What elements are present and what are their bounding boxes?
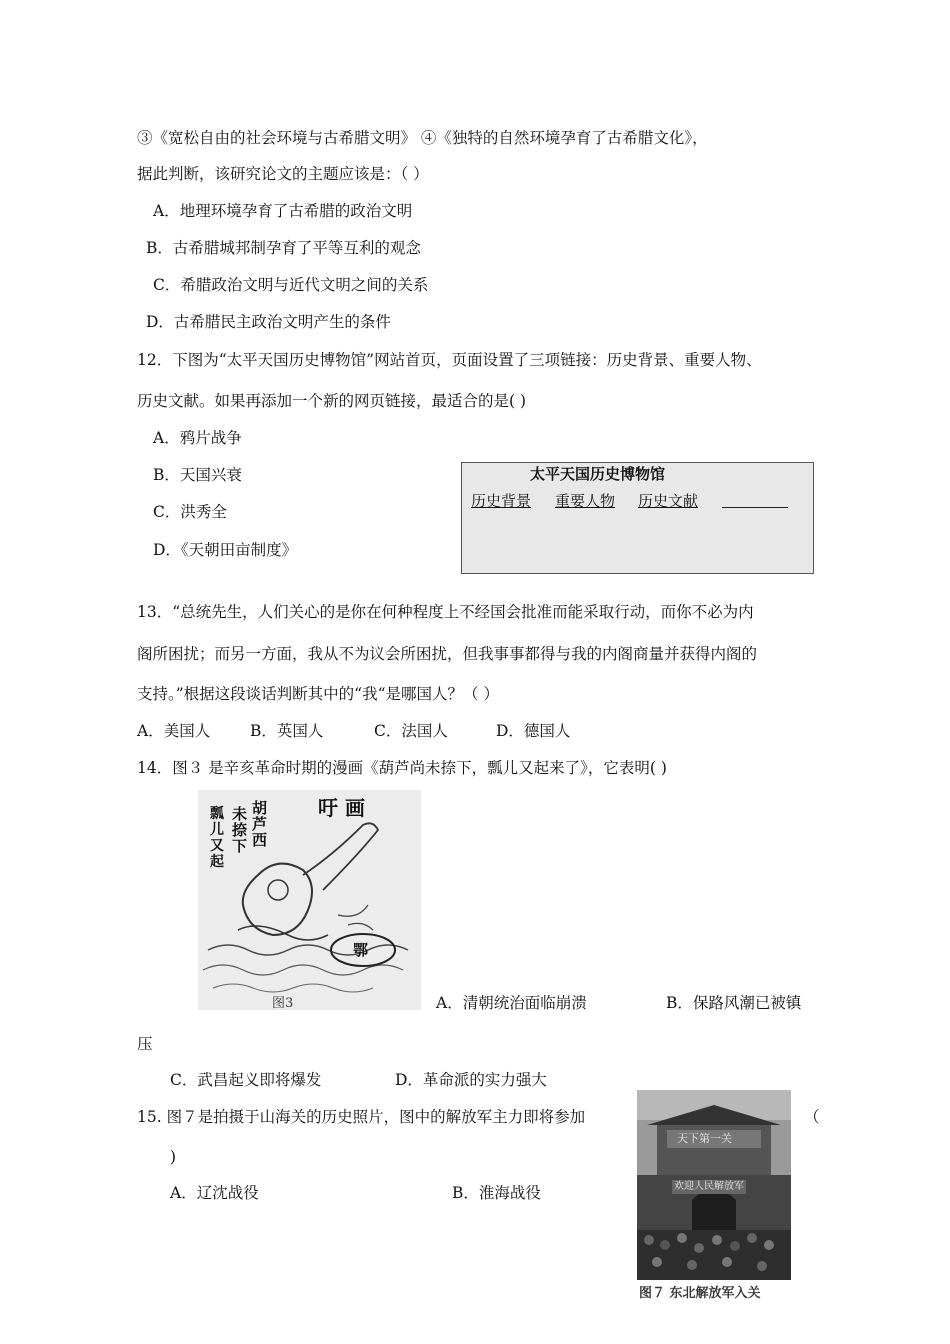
- cartoon-inscription-col2: 未捺下: [232, 805, 248, 855]
- shanhaiguan-photo-figure: [637, 1090, 791, 1305]
- q14-line1: 14．图３ 是辛亥革命时期的漫画《葫芦尚未捺下，瓢儿又起来了》，它表明( ): [137, 759, 667, 777]
- cartoon-inscription-col1: 胡芦西: [252, 799, 268, 849]
- cartoon-caption: 图3: [272, 996, 294, 1011]
- q15-option-a: A．辽沈战役: [170, 1184, 259, 1202]
- q12-line2: 历史文献。如果再添加一个新的网页链接，最适合的是( ): [137, 392, 527, 410]
- q15-option-b: B．淮海战役: [452, 1184, 541, 1202]
- q11-option-b: B．古希腊城邦制孕育了平等互利的观念: [146, 239, 421, 257]
- q14-option-d: D．革命派的实力强大: [395, 1071, 547, 1089]
- blank-link-slot: [722, 507, 788, 508]
- q12-option-a: A．鸦片战争: [153, 429, 242, 447]
- q14-option-a: A．清朝统治面临崩溃: [436, 994, 587, 1012]
- q12-option-c: C．洪秀全: [153, 503, 227, 521]
- link-history-background[interactable]: 历史背景: [471, 492, 532, 510]
- q11-option-c: C．希腊政治文明与近代文明之间的关系: [153, 276, 429, 294]
- cartoon-gourd-label: 鄂: [353, 941, 369, 959]
- cartoon-figure: [198, 790, 421, 1010]
- q11-option-a: A．地理环境孕育了古希腊的政治文明: [153, 202, 413, 220]
- q12-line1: 12．下图为“太平天国历史博物馆”网站首页，页面设置了三项链接：历史背景、重要人物、: [137, 351, 762, 369]
- q13-line1: 13．“总统先生，人们关心的是你在何种程度上不经国会批准而能采取行动，而你不必为内: [137, 603, 754, 621]
- museum-site-title: 太平天国历史博物馆: [530, 465, 666, 483]
- q15-bracket-open: （: [804, 1108, 820, 1126]
- photo-caption: 图７ 东北解放军入关: [639, 1286, 761, 1301]
- q11-option-d: D．古希腊民主政治文明产生的条件: [146, 313, 391, 331]
- q12-option-b: B．天国兴衰: [153, 466, 242, 484]
- q14-option-c: C．武昌起义即将爆发: [170, 1071, 322, 1089]
- q14-option-b: B．保路风潮已被镇: [666, 994, 802, 1012]
- q15-bracket-close: ): [170, 1148, 177, 1166]
- link-important-people[interactable]: 重要人物: [555, 492, 616, 510]
- q15-line1: 15. 图７是拍摄于山海关的历史照片，图中的解放军主力即将参加: [137, 1108, 586, 1126]
- q11-topics-line: ③《宽松自由的社会环境与古希腊文明》 ④《独特的自然环境孕育了古希腊文化》，: [137, 129, 708, 147]
- q13-line2: 阁所困扰；而另一方面，我从不为议会所困扰，但我事事都得与我的内阁商量并获得内阁的: [137, 645, 758, 663]
- cartoon-title: 吁 画: [318, 796, 365, 820]
- q11-prompt: 据此判断，该研究论文的主题应该是：（ ）: [137, 165, 429, 183]
- cartoon-inscription-col3: 瓢儿又起: [210, 806, 224, 870]
- q13-option-b: B．英国人: [250, 722, 324, 740]
- q12-option-d: D．《天朝田亩制度》: [153, 541, 298, 559]
- photo-sign-middle: 欢迎人民解放军: [674, 1181, 744, 1192]
- photo-sign-top: 天下第一关: [677, 1132, 732, 1145]
- q13-line3: 支持。”根据这段谈话判断其中的“我“是哪国人？（ ）: [137, 685, 499, 703]
- q13-option-d: D．德国人: [496, 722, 571, 740]
- q14-option-b-tail: 压: [137, 1035, 153, 1053]
- museum-website-box: [461, 462, 814, 574]
- link-historical-documents[interactable]: 历史文献: [638, 492, 699, 510]
- q13-option-c: C．法国人: [374, 722, 448, 740]
- q13-option-a: A．美国人: [137, 722, 211, 740]
